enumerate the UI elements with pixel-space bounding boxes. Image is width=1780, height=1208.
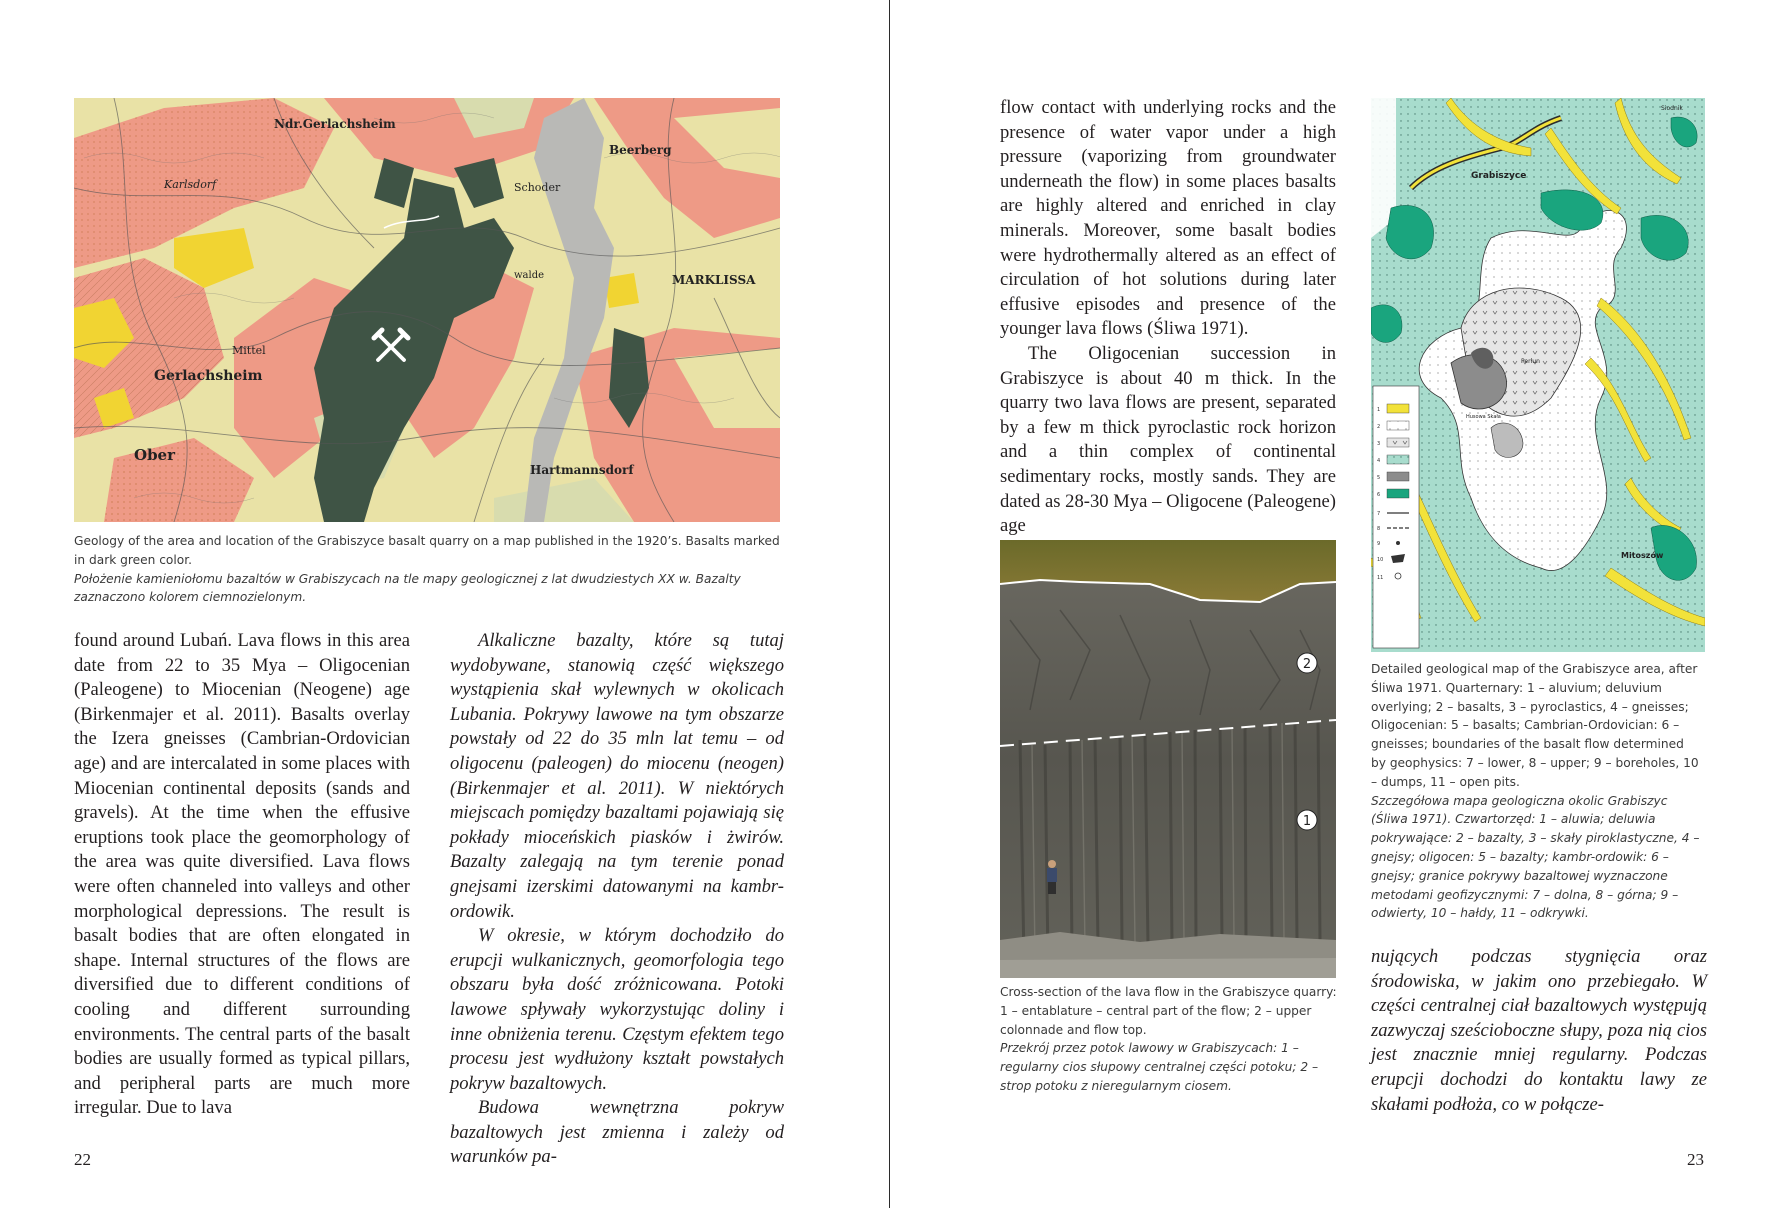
map-caption-pl: Położenie kamieniołomu bazaltów w Grabiszycach na tle mapy geologicznej z lat dwudziestych XX w. Bazalty zaznaczono kolorem ciemnozielonym.	[74, 571, 741, 605]
paragraph: flow contact with underlying rocks and the presence of water vapor under a high pressure (vaporizing from groundwater underneath the flow) in some places basalts are highly altered and enriched in clay minerals. Moreover, some basalt bodies were hydrothermally altered as an effect of circulation of hot solutions during later effusive episodes and presence of the younger lava flows (Śliwa 1971).	[1000, 97, 1336, 340]
svg-text:5: 5	[1377, 475, 1381, 481]
svg-text:2: 2	[1377, 424, 1381, 430]
svg-text:Mitoszów: Mitoszów	[1621, 551, 1664, 560]
lava-flow-photo	[1000, 540, 1336, 978]
right-column-polish	[1371, 945, 1707, 1117]
photo-marker-2: 2	[1302, 657, 1312, 672]
paragraph: The Oligocenian succession in Grabiszyce is about 40 m thick. In the quarry two lava flows are present, separated by a few m thick pyroclastic rock horizon and a thin complex of continental sedimentary rocks, mostly sands. They are dated as 28-30 Mya – Oligocene (Paleogene) age	[1000, 342, 1336, 537]
left-column-polish	[450, 629, 784, 1170]
svg-text:Mittel: Mittel	[232, 344, 266, 357]
page-number: 22	[74, 1150, 91, 1169]
svg-text:Siodnik: Siodnik	[1661, 105, 1683, 112]
svg-text:Husowa Skała: Husowa Skała	[1466, 414, 1501, 420]
svg-text:Perłun: Perłun	[1521, 358, 1540, 365]
svg-text:Karlsdorf: Karlsdorf	[164, 178, 217, 191]
paragraph: W okresie, w którym dochodziło do erupcji wulkanicznych, geomorfologia tego obszaru była dość zróżnicowana. Potoki lawowe spływały wykorzystując doliny i inne obniżenia terenu. Częstym efektem tego procesu jest wydłużony kształt powstałych pokryw bazaltowych.	[450, 925, 784, 1094]
svg-text:8: 8	[1377, 526, 1381, 532]
svg-text:10: 10	[1377, 557, 1384, 563]
paragraph: Budowa wewnętrzna pokryw bazaltowych jest zmienna i zależy od warunków pa-	[450, 1097, 784, 1168]
svg-text:3: 3	[1377, 441, 1381, 447]
paragraph: Alkaliczne bazalty, które są tutaj wydobywane, stanowią część większego wystąpienia skał wylewnych w okolicach Lubania. Pokrywy lawowe na tym obszarze powstały od 22 do 35 mln lat temu – od oligocenu (paleogen) do miocenu (neogen) (Birkenmajer et al. 2011). W niektórych miejscach pomiędzy bazaltami pojawiają się pokłady mioceńskich piasków i żwirów. Bazalty zalegają na tym terenie ponad gnejsami izerskimi datowanymi na kambr-ordowik.	[450, 630, 784, 922]
geomap-legend	[1373, 386, 1419, 648]
map-caption-en: Geology of the area and location of the Grabiszyce basalt quarry on a map published in the 1920’s. Basalts marked in dark green color.	[74, 534, 780, 567]
left-page	[0, 0, 889, 1208]
right-page	[890, 0, 1780, 1208]
geomap-caption	[1371, 660, 1701, 923]
geomap-caption-en: Detailed geological map of the Grabiszyce area, after Śliwa 1971. Quarternary: 1 – aluvium; deluvium overlying; 2 – basalts, 3 – pyroclastics, 4 – gneisses; Oligocenian: 5 – basalts; Cambrian-Ordovician: 6 – gneisses; boundaries of the basalt flow determined by geophysics: 7 – lower, 8 – upper; 9 – boreholes, 10 – dumps, 11 – open pits.	[1371, 662, 1699, 789]
svg-text:Gerlachsheim: Gerlachsheim	[154, 368, 263, 384]
photo-caption-en: Cross-section of the lava flow in the Grabiszyce quarry: 1 – entablature – central part of the flow; 2 – upper colonnade and flow top.	[1000, 985, 1337, 1037]
svg-text:6: 6	[1377, 492, 1381, 498]
svg-text:Beerberg: Beerberg	[609, 143, 672, 157]
svg-text:Hartmannsdorf: Hartmannsdorf	[530, 463, 634, 477]
right-column-english	[1000, 96, 1336, 539]
photo-caption-pl: Przekrój przez potok lawowy w Grabiszycach: 1 – regularny cios słupowy centralnej części potoku; 2 – strop potoku z nieregularnym ciosem.	[1000, 1041, 1319, 1093]
person-scale	[1047, 860, 1057, 894]
geomap-caption-pl: Szczegółowa mapa geologiczna okolic Grabiszyc (Śliwa 1971). Czwartorzęd: 1 – aluwia; deluwia pokrywające: 2 – bazalty, 3 – skały piroklastyczne, 4 – gnejsy; oligocen: 5 – bazalty; kambr-ordowik: 6 – gnejsy; granice pokrywy bazaltowej wyznaczone metodami geofizycznymi: 7 – dolna, 8 – górna; 9 – odwierty, 10 – hałdy, 11 – odkrywki.	[1371, 793, 1700, 921]
svg-text:Ober: Ober	[134, 446, 176, 464]
svg-text:Ndr.Gerlachsheim: Ndr.Gerlachsheim	[274, 117, 396, 131]
photo-caption	[1000, 983, 1340, 1096]
svg-text:Grabiszyce: Grabiszyce	[1471, 171, 1527, 181]
map-caption	[74, 532, 786, 607]
svg-text:9: 9	[1377, 541, 1381, 547]
svg-text:4: 4	[1377, 458, 1381, 464]
paragraph: found around Lubań. Lava flows in this area date from 22 to 35 Mya – Oligocenian (Paleogene) to Miocenian (Neogene) age (Birkenmajer et al. 2011). Basalts overlay the Izera gneisses (Cambrian-Ordovician age) and are intercalated in some places with Miocenian continental deposits (sands and gravels). At the time when the effusive eruptions took place the geomorphology of the area was quite diversified. Lava flows were often channeled into valleys and other morphological depressions. The result is basalt bodies that are often elongated in shape. Internal structures of the flows are diversified due to different conditions of cooling and different surrounding environments. The central parts of the basalt bodies are usually formed as typical pillars, and peripheral parts are much more irregular. Due to lava	[74, 630, 410, 1119]
page-number: 23	[1687, 1150, 1704, 1169]
left-column-english	[74, 629, 410, 1121]
paragraph: nujących podczas stygnięcia oraz środowiska, w jakim ono przebiegało. W części centralnej ciał bazaltowych występują zazwyczaj sześcioboczne słupy, poza nią cios jest znacznie mniej regularny. Podczas erupcji dochodzi do kontaktu lawy ze skałami podłoża, co w połącze-	[1371, 946, 1707, 1115]
historic-geological-map	[74, 98, 780, 522]
svg-text:Schoder: Schoder	[514, 181, 561, 194]
detailed-geological-map	[1371, 98, 1705, 652]
svg-text:7: 7	[1377, 511, 1381, 517]
photo-marker-1: 1	[1302, 814, 1312, 829]
svg-text:MARKLISSA: MARKLISSA	[672, 273, 756, 287]
svg-text:11: 11	[1377, 575, 1384, 581]
svg-text:walde: walde	[514, 270, 545, 281]
svg-text:1: 1	[1377, 407, 1381, 413]
